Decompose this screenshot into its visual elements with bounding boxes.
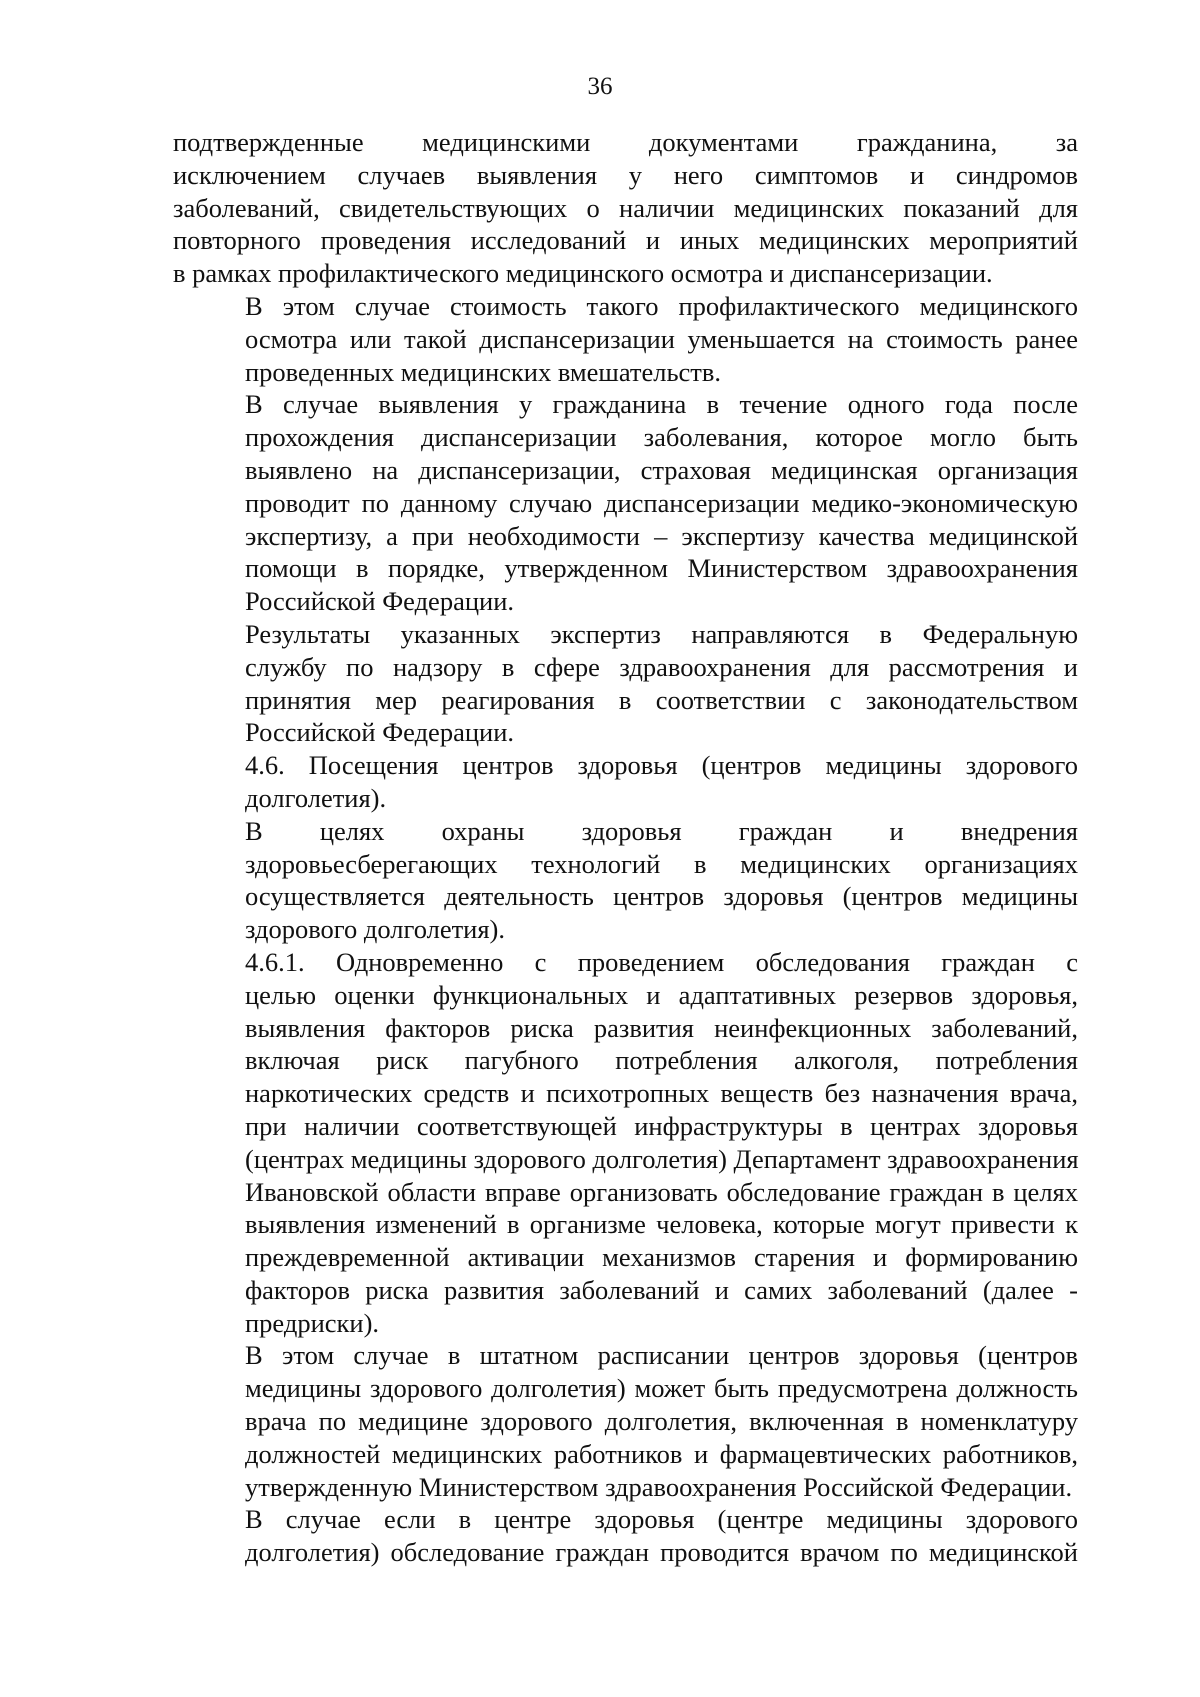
text-line: повторного проведения исследований и иных медицинских мероприятий — [173, 225, 1078, 256]
paragraph — [173, 388, 1078, 618]
text-line: утвержденную Министерством здравоохранения Российской Федерации. — [245, 1471, 1073, 1502]
text-line: Российской Федерации. — [245, 586, 514, 617]
text-line: здоровьесберегающих технологий в медицинских организациях — [245, 848, 1078, 879]
text-line: целью оценки функциональных и адаптативных резервов здоровья, — [245, 979, 1078, 1010]
paragraph — [173, 815, 1078, 946]
text-line: медицины здорового долголетия) может быть предусмотрена должность — [245, 1373, 1078, 1404]
text-line: заболеваний, свидетельствующих о наличии медицинских показаний для — [173, 192, 1078, 223]
text-line: экспертизу, а при необходимости – экспертизу качества медицинской — [245, 520, 1078, 551]
text-line: наркотических средств и психотропных веществ без назначения врача, — [245, 1078, 1078, 1109]
text-line: врача по медицине здорового долголетия, включенная в номенклатуру — [245, 1406, 1078, 1437]
paragraph — [173, 1503, 1078, 1569]
paragraph — [173, 1339, 1078, 1503]
text-line: 4.6. Посещения центров здоровья (центров медицины здорового — [245, 750, 1078, 781]
document-body — [173, 126, 1078, 1569]
text-line: в рамках профилактического медицинского осмотра и диспансеризации. — [173, 258, 993, 289]
text-line: помощи в порядке, утвержденном Министерством здравоохранения — [245, 553, 1078, 584]
text-line: предриски). — [245, 1307, 380, 1338]
text-line: долголетия) обследование граждан проводится врачом по медицинской — [245, 1537, 1078, 1568]
text-line: В этом случае в штатном расписании центров здоровья (центров — [245, 1340, 1078, 1371]
text-line: В случае выявления у гражданина в течение одного года после — [245, 389, 1078, 420]
text-line: Ивановской области вправе организовать обследование граждан в целях — [245, 1176, 1078, 1207]
page-number: 36 — [587, 73, 613, 100]
text-line: выявления изменений в организме человека, которые могут привести к — [245, 1209, 1078, 1240]
text-line: проведенных медицинских вмешательств. — [245, 356, 722, 387]
text-line: факторов риска развития заболеваний и самих заболеваний (далее - — [245, 1274, 1078, 1305]
text-line: В случае если в центре здоровья (центре медицины здорового — [245, 1504, 1078, 1535]
text-line: включая риск пагубного потребления алкоголя, потребления — [245, 1045, 1078, 1076]
text-line: В целях охраны здоровья граждан и внедрения — [245, 815, 1078, 846]
text-line: преждевременной активации механизмов старения и формированию — [245, 1242, 1078, 1273]
text-line: Результаты указанных экспертиз направляются в Федеральную — [245, 618, 1078, 649]
text-line: долголетия). — [245, 782, 387, 813]
text-line: выявлено на диспансеризации, страховая медицинская организация — [245, 454, 1078, 485]
text-line: 4.6.1. Одновременно с проведением обследования граждан с — [245, 946, 1078, 977]
text-line: Российской Федерации. — [245, 717, 514, 748]
text-line: должностей медицинских работников и фармацевтических работников, — [245, 1438, 1078, 1469]
text-line: подтвержденные медицинскими документами гражданина, за — [173, 127, 1078, 157]
text-line: принятия мер реагирования в соответствии с законодательством — [245, 684, 1078, 715]
text-line: В этом случае стоимость такого профилактического медицинского — [245, 290, 1078, 321]
text-line: прохождения диспансеризации заболевания, которое могло быть — [245, 422, 1078, 453]
paragraph — [173, 290, 1078, 388]
text-line: службу по надзору в сфере здравоохранения для рассмотрения и — [245, 651, 1078, 682]
paragraph — [173, 749, 1078, 815]
text-line: выявления факторов риска развития неинфекционных заболеваний, — [245, 1012, 1078, 1043]
text-line: осуществляется деятельность центров здоровья (центров медицины — [245, 881, 1078, 912]
paragraph — [173, 618, 1078, 749]
text-line: (центрах медицины здорового долголетия) Департамент здравоохранения — [245, 1143, 1079, 1174]
text-line: проводит по данному случаю диспансеризации медико-экономическую — [245, 487, 1078, 518]
paragraph — [173, 946, 1078, 1340]
paragraph — [173, 126, 1078, 290]
text-line: при наличии соответствующей инфраструктуры в центрах здоровья — [245, 1110, 1078, 1141]
text-line: исключением случаев выявления у него симптомов и синдромов — [173, 159, 1078, 190]
text-line: здорового долголетия). — [245, 914, 505, 945]
text-line: осмотра или такой диспансеризации уменьшается на стоимость ранее — [245, 323, 1078, 354]
